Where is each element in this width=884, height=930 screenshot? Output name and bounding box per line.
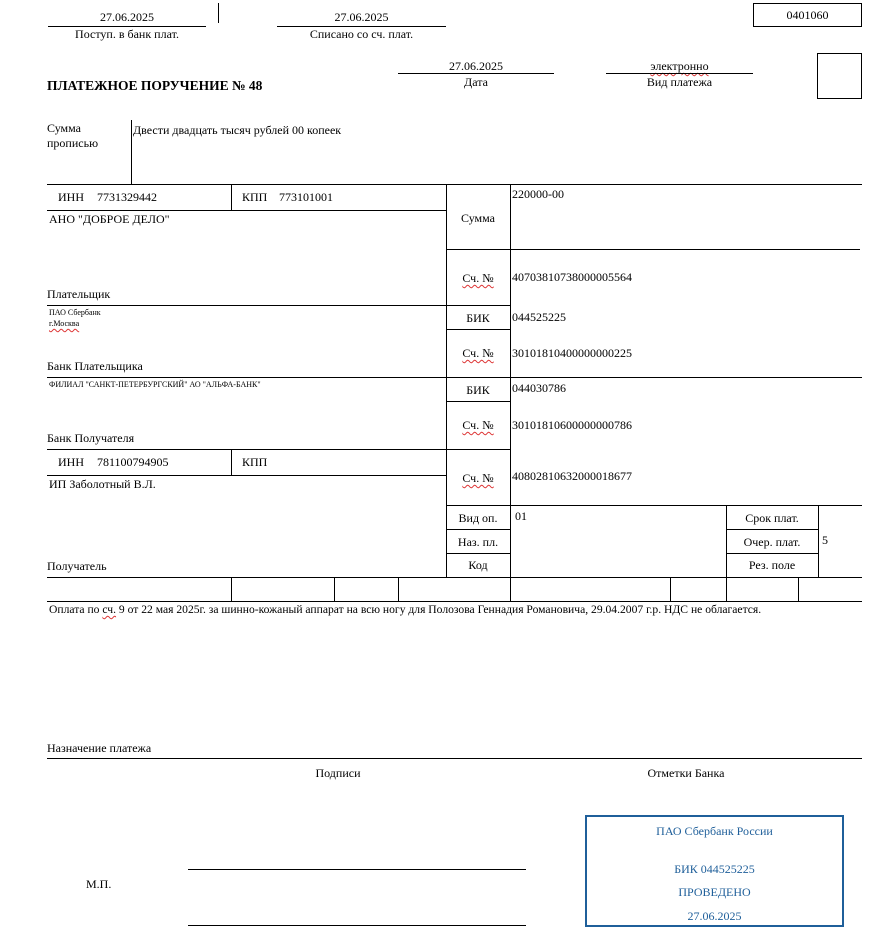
- divider: [47, 449, 511, 450]
- divider: [446, 529, 510, 530]
- divider: [446, 249, 860, 250]
- signature-line: [188, 925, 526, 926]
- purpose-text-sq: сч.: [102, 603, 117, 616]
- divider: [131, 120, 132, 184]
- purpose-text-post: 9 от 22 мая 2025г. за шинно-кожаный аппарат на всю ногу для Полозова Геннадия Романовича, 29.04.2007 г.р. НДС не облагается.: [116, 603, 762, 616]
- divider: [446, 329, 510, 330]
- divider: [47, 475, 446, 476]
- payer-label: Плательщик: [47, 287, 111, 301]
- recipient-account: 40802810632000018677: [512, 469, 632, 483]
- divider: [334, 577, 335, 601]
- payer-bank-name: ПАО Сбербанк: [49, 308, 101, 317]
- payment-type: электронно: [650, 59, 709, 73]
- recipient-inn: 781100794905: [97, 455, 169, 469]
- rez-label: Рез. поле: [748, 558, 796, 572]
- srok-label: Срок плат.: [745, 511, 799, 525]
- divider: [47, 577, 862, 578]
- date-received: 27.06.2025: [100, 10, 154, 24]
- divider: [606, 73, 753, 74]
- stamp-bank: ПАО Сбербанк России: [656, 824, 773, 838]
- signature-line: [188, 869, 526, 870]
- recipient-bank-name: ФИЛИАЛ "САНКТ-ПЕТЕРБУРГСКИЙ" АО "АЛЬФА-БАНК": [49, 380, 261, 389]
- stamp-bik: БИК 044525225: [674, 862, 755, 876]
- divider: [726, 529, 818, 530]
- label-received: [48, 27, 206, 42]
- payer-bank-bik: 044525225: [512, 310, 566, 324]
- divider: [47, 377, 862, 378]
- payer-bank-bik-label: БИК: [466, 311, 490, 325]
- divider: [231, 577, 232, 601]
- document-date: 27.06.2025: [449, 59, 503, 73]
- payer-kpp-label: КПП: [242, 190, 268, 204]
- divider: [47, 184, 862, 185]
- page-title: ПЛАТЕЖНОЕ ПОРУЧЕНИЕ № 48: [47, 78, 263, 93]
- payer-inn-label: ИНН: [58, 190, 84, 204]
- divider: [510, 184, 511, 577]
- recipient-bank-label: Банк Получателя: [47, 431, 135, 445]
- label-debited: Списано со сч. плат.: [309, 27, 414, 41]
- payer-inn: 7731329442: [97, 190, 157, 204]
- recipient-kpp-label: КПП: [242, 455, 268, 469]
- divider: [398, 73, 554, 74]
- date-debited: 27.06.2025: [334, 10, 389, 24]
- recipient-bank-account-label: [446, 418, 510, 433]
- purpose-label: Назначение платежа: [47, 741, 152, 755]
- recipient-name: ИП Заболотный В.Л.: [49, 477, 156, 491]
- ocher-value: 5: [822, 533, 828, 547]
- vid-op-value: 01: [515, 509, 527, 523]
- vid-op-label: Вид оп.: [458, 511, 498, 525]
- divider: [47, 758, 862, 759]
- payer-account-label: [446, 271, 510, 286]
- recipient-label: Получатель: [47, 559, 107, 573]
- divider: [231, 449, 232, 475]
- stamp-date: 27.06.2025: [687, 909, 742, 923]
- recipient-bank-account: 30101810600000000786: [512, 418, 632, 432]
- recipient-bank-account-label-text: Сч. №: [462, 418, 494, 432]
- divider: [726, 577, 727, 601]
- signatures-label: Подписи: [315, 766, 361, 780]
- payer-bank-account-label-text: Сч. №: [462, 346, 494, 360]
- payer-account-label-text: Сч. №: [462, 271, 494, 285]
- mp-label: М.П.: [86, 877, 112, 891]
- payer-name: АНО "ДОБРОЕ ДЕЛО": [49, 212, 170, 226]
- divider: [446, 401, 510, 402]
- form-code-box: [753, 3, 862, 27]
- divider: [47, 210, 446, 211]
- divider: [231, 184, 232, 210]
- stamp-status: ПРОВЕДЕНО: [678, 885, 751, 899]
- payer-bank-account-label: [446, 346, 510, 361]
- payer-bank-account: 30101810400000000225: [512, 346, 632, 360]
- form-code: 0401060: [786, 8, 829, 22]
- amount-words-value: Двести двадцать тысяч рублей 00 копеек: [133, 123, 342, 137]
- payer-account: 40703810738000005564: [512, 270, 632, 284]
- recipient-bank-bik: 044030786: [512, 381, 566, 395]
- payer-amount-label: Сумма: [461, 211, 495, 225]
- purpose-text: [49, 603, 761, 616]
- document-date-label: Дата: [464, 75, 488, 89]
- empty-box: [817, 53, 862, 99]
- payment-type-label: Вид платежа: [646, 75, 713, 89]
- naz-pl-label: Наз. пл.: [457, 535, 499, 549]
- payer-amount: 220000-00: [512, 187, 564, 201]
- purpose-text-pre: Оплата по: [49, 603, 103, 616]
- kod-label: Код: [468, 558, 488, 572]
- divider: [818, 505, 819, 577]
- recipient-account-label: [446, 471, 510, 486]
- recipient-account-label-text: Сч. №: [462, 471, 494, 485]
- divider: [398, 577, 399, 601]
- payer-bank-label: Банк Плательщика: [47, 359, 143, 373]
- recipient-inn-label: ИНН: [58, 455, 84, 469]
- ocher-label: Очер. плат.: [743, 535, 801, 549]
- amount-words-label-1: Сумма: [47, 121, 81, 135]
- divider: [446, 553, 510, 554]
- divider: [798, 577, 799, 601]
- recipient-bank-bik-label: БИК: [466, 383, 490, 397]
- payer-kpp: 773101001: [279, 190, 333, 204]
- bank-marks-label: Отметки Банка: [647, 766, 725, 780]
- divider: [446, 505, 862, 506]
- divider: [218, 3, 219, 23]
- divider: [47, 601, 862, 602]
- divider: [47, 305, 511, 306]
- label-received-text: Поступ. в банк плат.: [75, 27, 179, 41]
- divider: [670, 577, 671, 601]
- bank-stamp: [585, 815, 844, 927]
- divider: [726, 553, 818, 554]
- amount-words-label-2: прописью: [47, 136, 99, 150]
- payer-bank-city: г.Москва: [49, 319, 80, 328]
- divider: [510, 577, 511, 601]
